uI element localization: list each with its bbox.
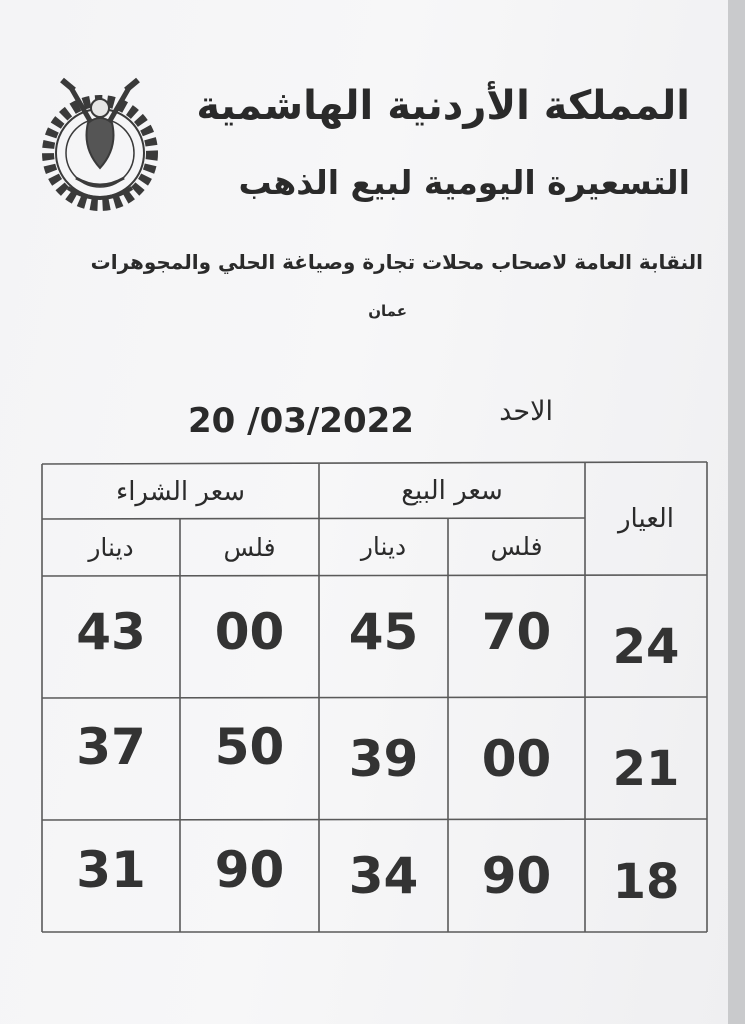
kingdom-title: المملكة الأردنية الهاشمية [196,83,690,129]
buy-fils-cell: 50 [214,718,285,776]
karat-cell: 21 [612,741,680,797]
sell-dinar-cell: 45 [348,603,419,661]
buy-dinar-cell: 43 [76,603,146,661]
sell-fils-cell: 00 [481,730,552,788]
buy-fils-cell: 90 [214,841,285,899]
union-emblem-logo [30,68,170,218]
buy-dinar-header: دينار [88,533,134,562]
karat-cell: 24 [612,619,680,675]
sell-dinar-cell: 39 [348,730,419,788]
sell-fils-cell: 70 [481,603,552,661]
buy-dinar-cell: 31 [76,841,146,899]
sell-dinar-cell: 34 [348,847,419,905]
date-label: 20 /03/2022 [188,401,414,441]
buy-fils-cell: 00 [214,603,285,661]
buy-fils-header: فلس [223,533,276,562]
sell-fils-header: فلس [490,532,543,561]
sell-price-header: سعر البيع [401,475,503,506]
buy-price-header: سعر الشراء [115,476,246,507]
weekday-label: الاحد [499,396,553,427]
city-name: عمان [368,302,407,320]
union-name: النقابة العامة لاصحاب محلات تجارة وصياغة الحلي والمجوهرات [90,250,703,274]
buy-dinar-cell: 37 [76,718,146,776]
sell-dinar-header: دينار [360,532,407,561]
daily-pricing-title: التسعيرة اليومية لبيع الذهب [238,163,690,202]
karat-cell: 18 [612,854,680,910]
background-surface [728,0,745,1024]
sell-fils-cell: 90 [481,847,552,905]
karat-header: العيار [618,504,675,534]
